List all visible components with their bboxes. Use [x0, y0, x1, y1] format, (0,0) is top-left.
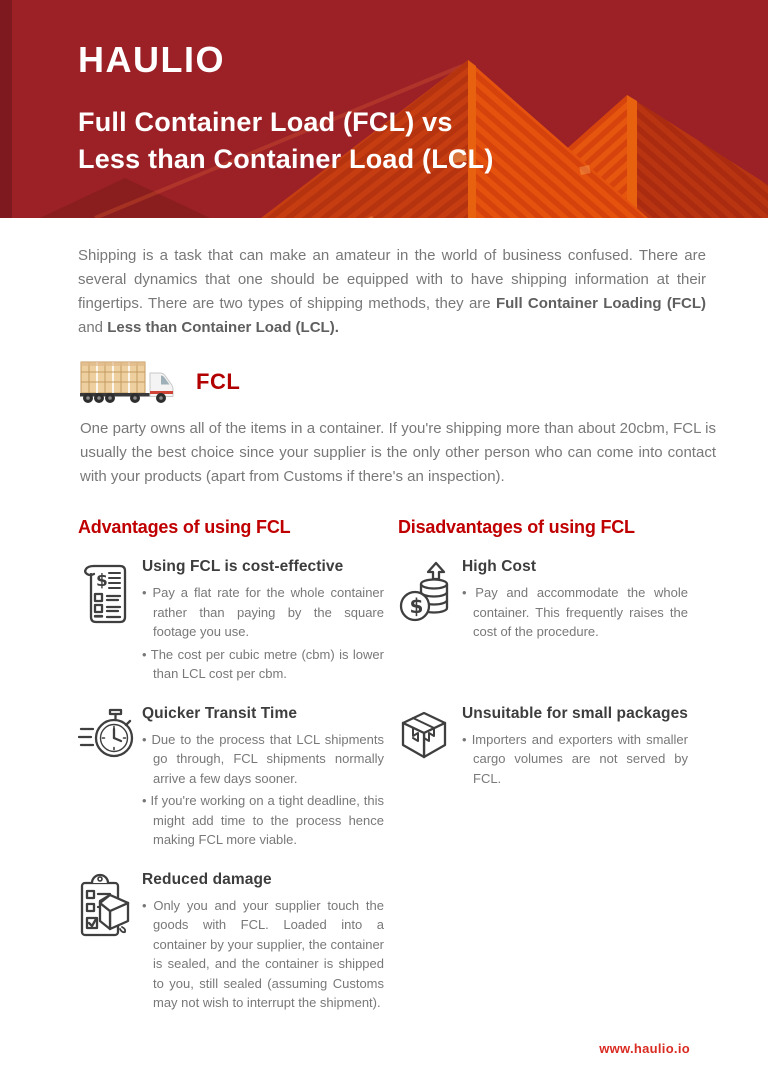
cargo-truck-icon	[78, 357, 182, 407]
fcl-description-paragraph: One party owns all of the items in a container. If you're shipping more than about 20cbm, FCL is usually the best choice since your supplier is the only other person who can come into contact with your products (apart from Customs if there's an inspection).	[80, 420, 716, 485]
stopwatch-icon	[78, 705, 134, 853]
bullet-list	[142, 583, 384, 684]
checklist-box-icon	[78, 871, 134, 1016]
item-title: Unsuitable for small packages	[462, 704, 689, 722]
disadvantage-item-text	[462, 558, 702, 645]
bullet: • Due to the process that LCL shipments go through, FCL shipments normally arrive a few days sooner.	[142, 730, 384, 789]
item-title: High Cost	[462, 558, 537, 575]
item-title: Using FCL is cost-effective	[142, 558, 344, 575]
disadvantages-heading: Disadvantages of using FCL	[398, 517, 635, 537]
advantages-disadvantages-grid	[78, 517, 702, 1016]
invoice-icon	[78, 558, 134, 687]
content-area	[0, 218, 768, 1016]
disadvantage-item-small-packages	[398, 705, 702, 792]
svg-text:$: $	[96, 571, 108, 591]
bullet-list	[142, 896, 384, 1013]
package-icon	[398, 705, 454, 792]
website-link[interactable]: www.haulio.io	[599, 1041, 690, 1056]
advantage-item-transit-time	[78, 705, 398, 853]
bullet-list	[142, 730, 384, 850]
disadvantage-item-text	[462, 705, 702, 792]
bullet-list	[462, 730, 688, 789]
bullet: • If you're working on a tight deadline, this might add time to the process hence making FCL more viable.	[142, 791, 384, 850]
advantage-item-text	[142, 558, 398, 687]
haulio-logo: HAULIO	[78, 39, 225, 80]
intro-bold-lcl: Less than Container Load (LCL).	[107, 319, 339, 336]
disadvantage-item-high-cost	[398, 558, 702, 645]
bullet-list	[462, 583, 688, 642]
intro-paragraph	[78, 244, 706, 340]
page-title-line-2: Less than Container Load (LCL)	[78, 144, 494, 174]
item-title: Reduced damage	[142, 870, 272, 888]
bullet: • Only you and your supplier touch the goods with FCL. Loaded into a container by your supplier, the container is sealed, and the container is shipped to you, still sealed (assuming Customs may not wish to interrupt the shipment).	[142, 896, 384, 1013]
advantages-heading: Advantages of using FCL	[78, 517, 291, 537]
coins-icon	[398, 558, 454, 645]
advantage-item-text	[142, 871, 398, 1016]
intro-text: Shipping is a task that can make an amateur in the world of business confused. There are several dynamics that one should be equipped with to have shipping information at their fingertips. There are two types of shipping methods, they are	[78, 247, 706, 312]
page-title-line-1: Full Container Load (FCL) vs	[78, 107, 453, 137]
page-title	[78, 104, 494, 178]
advantage-item-reduced-damage	[78, 871, 398, 1016]
bullet: • Importers and exporters with smaller cargo volumes are not served by FCL.	[462, 730, 688, 789]
item-title: Quicker Transit Time	[142, 704, 298, 722]
intro-bold-fcl: Full Container Loading (FCL)	[495, 295, 706, 312]
advantage-item-text	[142, 705, 398, 853]
fcl-section-header	[78, 357, 702, 407]
bullet: • The cost per cubic metre (cbm) is lower than LCL cost per cbm.	[142, 645, 384, 684]
bullet: • Pay a flat rate for the whole container rather than paying by the square footage you use.	[142, 583, 384, 642]
bullet: • Pay and accommodate the whole container. This frequently raises the cost of the procedure.	[462, 583, 688, 642]
intro-text-and: and	[78, 319, 108, 336]
advantage-item-cost-effective	[78, 558, 398, 687]
hero-banner	[0, 0, 768, 218]
fcl-section-label: FCL	[196, 369, 241, 394]
svg-text:$: $	[409, 594, 424, 618]
